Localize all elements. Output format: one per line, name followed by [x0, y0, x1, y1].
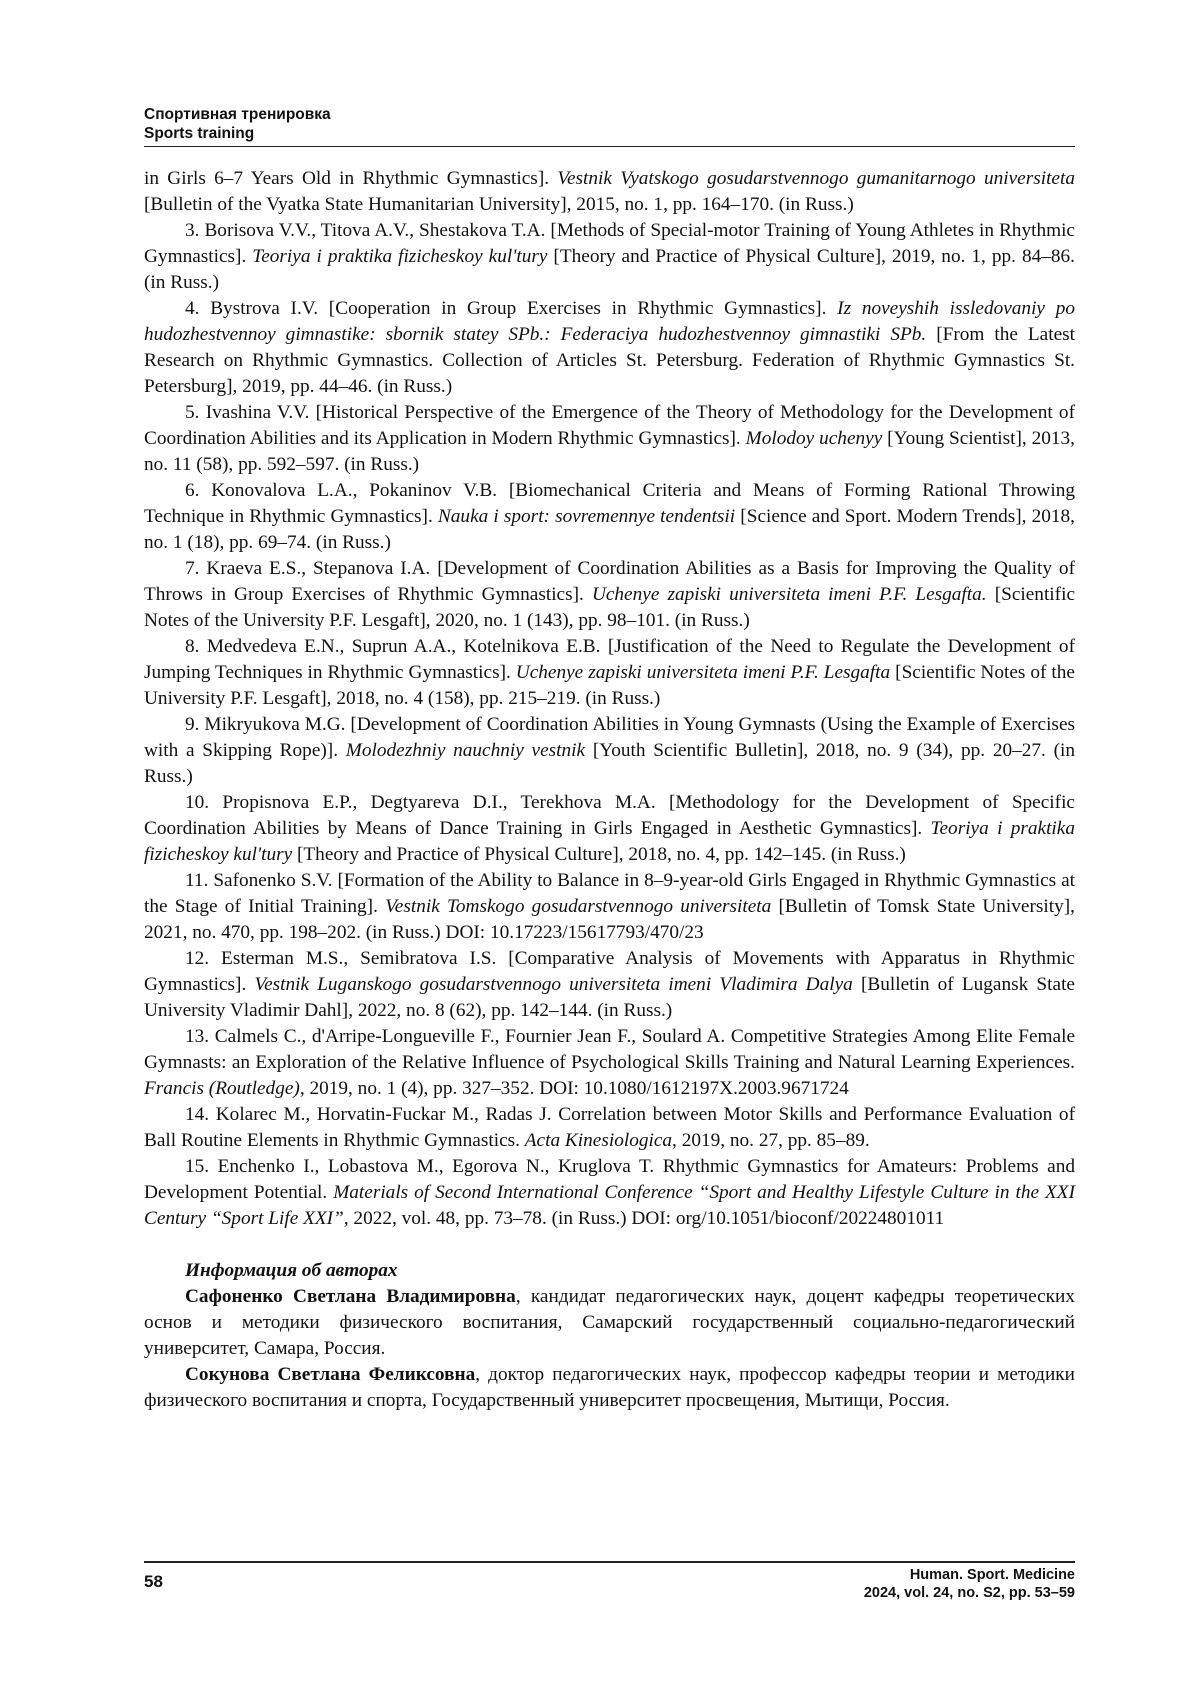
reference-journal: Molodoy uchenyy	[745, 428, 883, 449]
reference-item: in Girls 6–7 Years Old in Rhythmic Gymnastics]. Vestnik Vyatskogo gosudarstvennogo gumanitarnogo universiteta [Bulletin of the Vyatka State Humanitarian University], 2015, no. 1, pp. 164–170. (in Russ.)	[144, 168, 1075, 215]
journal-info	[864, 1566, 1075, 1602]
reference-item: 7. Kraeva E.S., Stepanova I.A. [Development of Coordination Abilities as a Basis for Improving the Quality of Throws in Group Exercises of Rhythmic Gymnastics]. Uchenye zapiski universiteta imeni P.F. Lesgafta. [Scientific Notes of the University P.F. Lesgaft], 2020, no. 1 (143), pp. 98–101. (in Russ.)	[144, 558, 1076, 631]
page-number: 58	[144, 1572, 163, 1591]
reference-item: 5. Ivashina V.V. [Historical Perspective of the Emergence of the Theory of Methodology for the Development of Coordination Abilities and its Application in Modern Rhythmic Gymnastics]. Molodoy uchenyy [Young Scientist], 2013, no. 11 (58), pp. 592–597. (in Russ.)	[144, 402, 1075, 475]
running-head	[144, 105, 1075, 143]
reference-item: 10. Propisnova E.P., Degtyareva D.I., Terekhova M.A. [Methodology for the Development of Specific Coordination Abilities by Means of Dance Training in Girls Engaged in Aesthetic Gymnastics]. Teoriya i praktika fizicheskoy kul'tury [Theory and Practice of Physical Culture], 2018, no. 4, pp. 142–145. (in Russ.)	[144, 792, 1075, 865]
reference-item: 15. Enchenko I., Lobastova M., Egorova N., Kruglova T. Rhythmic Gymnastics for Amateurs: Problems and Development Potential. Materials of Second International Conference “Sport and Healthy Lifestyle Culture in the XXI Century “Sport Life XXI”, 2022, vol. 48, pp. 73–78. (in Russ.) DOI: org/10.1051/bioconf/20224801011	[144, 1156, 1075, 1229]
section-title-ru: Спортивная тренировка	[144, 106, 331, 123]
reference-journal: Teoriya i praktika fizicheskoy kul'tury	[144, 818, 1075, 865]
reference-journal: Nauka i sport: sovremennye tendentsii	[437, 506, 736, 527]
reference-journal: Teoriya i praktika fizicheskoy kul'tury	[252, 246, 548, 267]
reference-journal: Uchenye zapiski universiteta imeni P.F. Lesgafta	[515, 662, 891, 683]
author-description: , кандидат педагогических наук, доцент кафедры теоретических основ и методики физического воспитания, Самарский государственный социально-педагогический университет, Самара, Россия.	[144, 1286, 1075, 1359]
reference-journal: Francis (Routledge)	[144, 1078, 300, 1099]
reference-item: 14. Kolarec M., Horvatin-Fuckar M., Radas J. Correlation between Motor Skills and Performance Evaluation of Ball Routine Elements in Rhythmic Gymnastics. Acta Kinesiologica, 2019, no. 27, pp. 85–89.	[144, 1104, 1075, 1151]
author-description: , доктор педагогических наук, профессор кафедры теории и методики физического воспитания и спорта, Государственный университет просвещения, Мытищи, Россия.	[144, 1364, 1075, 1411]
journal-issue: 2024, vol. 24, no. S2, pp. 53–59	[863, 1585, 1075, 1601]
journal-name: Human. Sport. Medicine	[909, 1567, 1075, 1583]
reference-item: 13. Calmels C., d'Arripe-Longueville F., Fournier Jean F., Soulard A. Competitive Strategies Among Elite Female Gymnasts: an Exploration of the Relative Influence of Psychological Skills Training and Natural Learning Experiences. Francis (Routledge), 2019, no. 1 (4), pp. 327–352. DOI: 10.1080/1612197X.2003.9671724	[144, 1026, 1075, 1099]
reference-item: 9. Mikryukova M.G. [Development of Coordination Abilities in Young Gymnasts (Using the Example of Exercises with a Skipping Rope)]. Molodezhniy nauchniy vestnik [Youth Scientific Bulletin], 2018, no. 9 (34), pp. 20–27. (in Russ.)	[144, 714, 1076, 787]
reference-item: 11. Safonenko S.V. [Formation of the Ability to Balance in 8–9-year-old Girls Engaged in Rhythmic Gymnastics at the Stage of Initial Training]. Vestnik Tomskogo gosudarstvennogo universiteta [Bulletin of Tomsk State University], 2021, no. 470, pp. 198–202. (in Russ.) DOI: 10.17223/15617793/470/23	[144, 870, 1075, 943]
author-name: Сафоненко Светлана Владимировна	[185, 1286, 516, 1307]
reference-item: 6. Konovalova L.A., Pokaninov V.B. [Biomechanical Criteria and Means of Forming Rational Throwing Technique in Rhythmic Gymnastics]. Nauka i sport: sovremennye tendentsii [Science and Sport. Modern Trends], 2018, no. 1 (18), pp. 69–74. (in Russ.)	[144, 480, 1075, 553]
footer-rule	[144, 1561, 1075, 1563]
author-name: Сокунова Светлана Феликсовна	[185, 1364, 476, 1385]
reference-item: 12. Esterman M.S., Semibratova I.S. [Comparative Analysis of Movements with Apparatus in Rhythmic Gymnastics]. Vestnik Luganskogo gosudarstvennogo universiteta imeni Vladimira Dalya [Bulletin of Lugansk State University Vladimir Dahl], 2022, no. 8 (62), pp. 142–144. (in Russ.)	[144, 948, 1075, 1021]
reference-item: 8. Medvedeva E.N., Suprun A.A., Kotelnikova E.B. [Justification of the Need to Regulate the Development of Jumping Techniques in Rhythmic Gymnastics]. Uchenye zapiski universiteta imeni P.F. Lesgafta [Scientific Notes of the University P.F. Lesgaft], 2018, no. 4 (158), pp. 215–219. (in Russ.)	[144, 636, 1075, 709]
reference-journal: Materials of Second International Conference “Sport and Healthy Lifestyle Culture in the XXI Century “Sport Life XXI”	[144, 1182, 1075, 1229]
reference-item: 4. Bystrova I.V. [Cooperation in Group Exercises in Rhythmic Gymnastics]. Iz noveyshih issledovaniy po hudozhestvennoy gimnastike: sbornik statey SPb.: Federaciya hudozhestvennoy gimnastiki SPb. [From the Latest Research on Rhythmic Gymnastics. Collection of Articles St. Petersburg. Federation of Rhythmic Gymnastics St. Petersburg], 2019, pp. 44–46. (in Russ.)	[144, 298, 1076, 397]
reference-journal: Iz noveyshih issledovaniy po hudozhestvennoy gimnastike: sbornik statey SPb.: Federaciya hudozhestvennoy gimnastiki SPb.	[144, 298, 1076, 345]
reference-item: 3. Borisova V.V., Titova A.V., Shestakova T.A. [Methods of Special-motor Training of Young Athletes in Rhythmic Gymnastics]. Teoriya i praktika fizicheskoy kul'tury [Theory and Practice of Physical Culture], 2019, no. 1, pp. 84–86. (in Russ.)	[144, 220, 1075, 293]
reference-journal: Molodezhniy nauchniy vestnik	[345, 740, 586, 761]
header-rule	[144, 146, 1075, 147]
authors-heading: Информация об авторах	[185, 1260, 398, 1281]
reference-journal: Vestnik Vyatskogo gosudarstvennogo gumanitarnogo universiteta	[557, 168, 1075, 189]
references-body	[144, 166, 1075, 1414]
section-title-en: Sports training	[144, 125, 255, 142]
reference-journal: Vestnik Tomskogo gosudarstvennogo universiteta	[385, 896, 772, 917]
reference-journal: Uchenye zapiski universiteta imeni P.F. Lesgafta.	[591, 584, 987, 605]
reference-journal: Acta Kinesiologica	[524, 1130, 673, 1151]
author-info	[144, 1284, 1075, 1362]
reference-journal: Vestnik Luganskogo gosudarstvennogo universiteta imeni Vladimira Dalya	[254, 974, 853, 995]
author-info	[144, 1362, 1075, 1414]
